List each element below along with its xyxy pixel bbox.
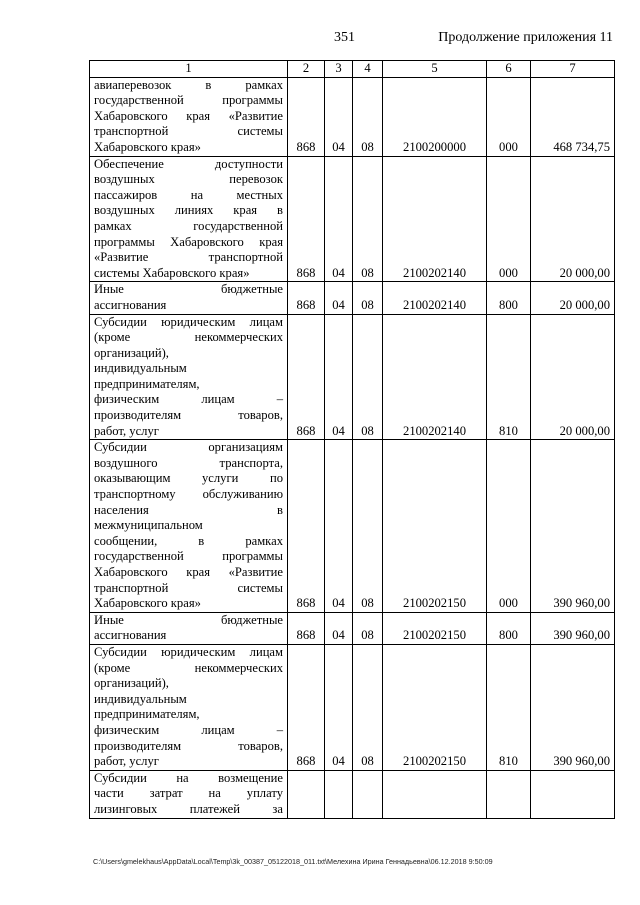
column-header: 7 [531, 61, 615, 78]
chapter-code-cell: 868 [288, 440, 325, 613]
target-article-cell: 2100200000 [383, 77, 487, 156]
amount-cell [531, 770, 615, 818]
row-name-line: ассигнования [94, 628, 167, 643]
target-article-cell: 2100202140 [383, 156, 487, 282]
row-name-line: индивидуальным [94, 691, 187, 706]
expense-type-cell: 000 [487, 440, 531, 613]
expense-type-cell: 000 [487, 156, 531, 282]
row-name-line: государственной программы [94, 549, 283, 564]
column-header: 1 [90, 61, 288, 78]
section-code-cell: 04 [325, 156, 353, 282]
row-name-line: предпринимателям, [94, 376, 200, 391]
target-article-cell: 2100202140 [383, 282, 487, 314]
row-name-cell [90, 282, 288, 314]
column-header: 6 [487, 61, 531, 78]
row-name-line: Иные бюджетные [94, 612, 283, 627]
column-header: 2 [288, 61, 325, 78]
row-name-line: ассигнования [94, 297, 167, 312]
row-name-cell [90, 770, 288, 818]
row-name-line: лизинговых платежей за [94, 801, 283, 816]
target-article-cell: 2100202140 [383, 314, 487, 440]
row-name-line: пассажиров на местных [94, 187, 283, 202]
row-name-cell [90, 644, 288, 770]
row-name-cell [90, 77, 288, 156]
expense-type-cell: 810 [487, 314, 531, 440]
subsection-code-cell: 08 [353, 77, 383, 156]
row-name-line: (кроме некоммерческих [94, 660, 283, 675]
section-code-cell [325, 770, 353, 818]
subsection-code-cell: 08 [353, 314, 383, 440]
row-name-line: воздушных перевозок [94, 172, 283, 187]
row-name-line: индивидуальным [94, 361, 187, 376]
table-row [90, 282, 615, 314]
target-article-cell [383, 770, 487, 818]
table-row [90, 156, 615, 282]
chapter-code-cell: 868 [288, 314, 325, 440]
budget-table [89, 60, 615, 819]
row-name-line: работ, услуг [94, 423, 159, 438]
table-row [90, 770, 615, 818]
table-row [90, 612, 615, 644]
row-name-line: транспортной системы [94, 124, 283, 139]
column-header: 5 [383, 61, 487, 78]
chapter-code-cell: 868 [288, 282, 325, 314]
table-row [90, 440, 615, 613]
target-article-cell: 2100202150 [383, 612, 487, 644]
row-name-line: Хабаровского края» [94, 139, 201, 154]
row-name-line: «Развитие транспортной [94, 250, 283, 265]
expense-type-cell [487, 770, 531, 818]
table-row [90, 644, 615, 770]
amount-cell: 390 960,00 [531, 440, 615, 613]
row-name-cell [90, 612, 288, 644]
row-name-line: производителям товаров, [94, 408, 283, 423]
row-name-cell [90, 440, 288, 613]
column-header: 3 [325, 61, 353, 78]
row-name-line: производителям товаров, [94, 738, 283, 753]
row-name-line: межмуниципальном [94, 518, 203, 533]
chapter-code-cell: 868 [288, 612, 325, 644]
amount-cell: 468 734,75 [531, 77, 615, 156]
row-name-line: Иные бюджетные [94, 282, 283, 297]
row-name-line: Субсидии организациям [94, 440, 283, 455]
row-name-line: воздушного транспорта, [94, 455, 283, 470]
column-header: 4 [353, 61, 383, 78]
expense-type-cell: 000 [487, 77, 531, 156]
expense-type-cell: 810 [487, 644, 531, 770]
section-code-cell: 04 [325, 612, 353, 644]
row-name-line: физическим лицам – [94, 392, 283, 407]
row-name-line: транспортной системы [94, 580, 283, 595]
expense-type-cell: 800 [487, 282, 531, 314]
file-path-footer: C:\Users\gmelekhaus\AppData\Local\Temp\3k_00387_05122018_011.txt\Мелехина Ирина Геннадьевна\06.12.2018 9:50:09 [93, 857, 493, 866]
amount-cell: 20 000,00 [531, 314, 615, 440]
row-name-line: организаций), [94, 345, 169, 360]
target-article-cell: 2100202150 [383, 440, 487, 613]
row-name-line: работ, услуг [94, 754, 159, 769]
row-name-line: части затрат на уплату [94, 786, 283, 801]
section-code-cell: 04 [325, 282, 353, 314]
section-code-cell: 04 [325, 644, 353, 770]
page-number: 351 [334, 30, 355, 45]
section-code-cell: 04 [325, 314, 353, 440]
subsection-code-cell: 08 [353, 644, 383, 770]
target-article-cell: 2100202150 [383, 644, 487, 770]
subsection-code-cell [353, 770, 383, 818]
row-name-line: физическим лицам – [94, 722, 283, 737]
chapter-code-cell: 868 [288, 156, 325, 282]
subsection-code-cell: 08 [353, 612, 383, 644]
column-header-row [90, 61, 615, 78]
row-name-line: населения в [94, 502, 283, 517]
subsection-code-cell: 08 [353, 282, 383, 314]
section-code-cell: 04 [325, 440, 353, 613]
row-name-line: оказывающим услуги по [94, 471, 283, 486]
amount-cell: 390 960,00 [531, 612, 615, 644]
row-name-line: Хабаровского края «Развитие [94, 565, 283, 579]
row-name-line: сообщении, в рамках [94, 533, 283, 548]
row-name-line: Субсидии юридическим лицам [94, 314, 283, 329]
row-name-line: воздушных линиях края в [94, 203, 283, 218]
section-code-cell: 04 [325, 77, 353, 156]
row-name-line: Хабаровского края» [94, 596, 201, 611]
row-name-line: Субсидии юридическим лицам [94, 644, 283, 659]
chapter-code-cell [288, 770, 325, 818]
row-name-line: государственной программы [94, 93, 283, 108]
row-name-line: системы Хабаровского края» [94, 265, 250, 280]
row-name-line: Обеспечение доступности [94, 156, 283, 171]
chapter-code-cell: 868 [288, 77, 325, 156]
row-name-line: Субсидии на возмещение [94, 770, 283, 785]
subsection-code-cell: 08 [353, 156, 383, 282]
row-name-line: программы Хабаровского края [94, 234, 283, 249]
row-name-cell [90, 314, 288, 440]
table-row [90, 77, 615, 156]
amount-cell: 20 000,00 [531, 156, 615, 282]
subsection-code-cell: 08 [353, 440, 383, 613]
amount-cell: 390 960,00 [531, 644, 615, 770]
expense-type-cell: 800 [487, 612, 531, 644]
amount-cell: 20 000,00 [531, 282, 615, 314]
appendix-note: Продолжение приложения 11 [438, 30, 613, 45]
row-name-line: Хабаровского края «Развитие [94, 108, 283, 123]
row-name-line: авиаперевозок в рамках [94, 77, 283, 92]
row-name-line: предпринимателям, [94, 707, 200, 722]
row-name-line: организаций), [94, 676, 169, 691]
row-name-line: рамках государственной [94, 218, 283, 233]
row-name-line: (кроме некоммерческих [94, 330, 283, 345]
row-name-line: транспортному обслуживанию [94, 487, 283, 502]
chapter-code-cell: 868 [288, 644, 325, 770]
row-name-cell [90, 156, 288, 282]
table-row [90, 314, 615, 440]
